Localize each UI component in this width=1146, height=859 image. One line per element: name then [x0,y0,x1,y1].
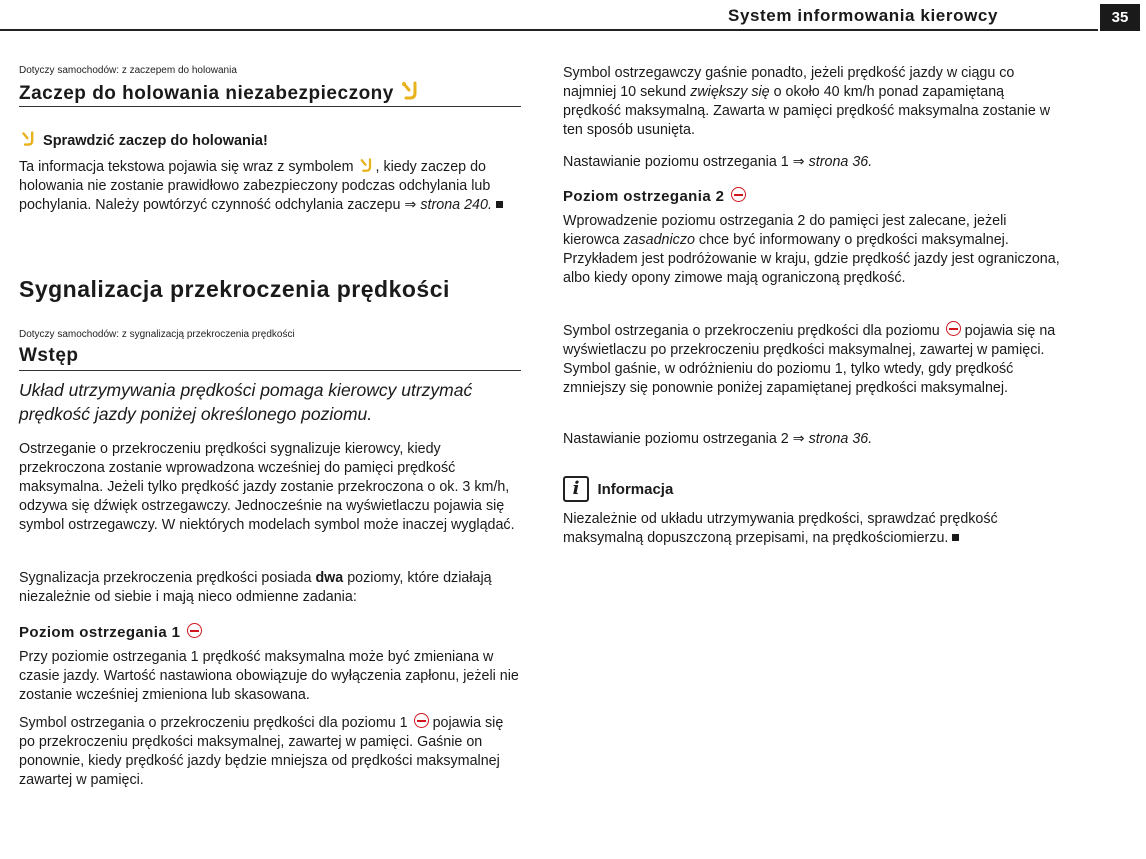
level1-title [19,623,521,641]
level2-title-text: Poziom ostrzegania 2 [563,188,725,205]
p2-bold: dwa [315,570,344,586]
tow-text-a: Ta informacja tekstowa pojawia się wraz z symbolem [19,159,354,175]
rp2-text-a: Nastawianie poziomu ostrzegania 1 ⇒ [563,154,805,170]
header-rule [0,29,1098,31]
end-of-section-icon [496,201,503,208]
applies-to-speed-warning: Dotyczy samochodów: z sygnalizacją przekroczenia prędkości [19,329,295,340]
l2p2-text-a: Symbol ostrzegania o przekroczeniu prędkości dla poziomu [563,323,940,339]
rp1-emphasis: zwiększy się [690,84,770,100]
tow-section-title [19,81,521,107]
tow-page-reference[interactable]: strona 240. [420,197,492,213]
l2p1-text-a: Wprowadzenie poziomu ostrzegania 2 do pamięci jest zalecane, jeżeli kierowca [563,213,1007,248]
end-of-section-icon [952,534,959,541]
intro-lead: Układ utrzymywania prędkości pomaga kierowcy utrzymać prędkość jazdy poniżej określonego poziomu. [19,380,473,424]
tow-section-title-text: Zaczep do holowania niezabezpieczony [19,83,394,104]
rp1-text-a: Symbol ostrzegawczy gaśnie ponadto, jeżeli prędkość jazdy w ciągu co najmniej 10 sekund [563,65,1015,100]
tow-hook-icon [400,81,422,101]
tow-hook-icon [19,131,39,147]
l2p1-emphasis: zasadniczo [623,232,695,248]
l1p2-text-a: Symbol ostrzegania o przekroczeniu prędkości dla poziomu 1 [19,715,408,731]
speed-warning-icon [731,187,746,202]
info-header [563,476,1063,502]
info-paragraph [563,510,1063,548]
l1p2-text-b: pojawia się po przekroczeniu prędkości maksymalnej, zawartej w pamięci. Gaśnie on ponownie, kiedy prędkość jazdy będzie mniejsza od prędkości maksymalnej zawartej w pamięci. [19,715,504,788]
l2p3-text-a: Nastawianie poziomu ostrzegania 2 ⇒ [563,431,805,447]
tow-warning [19,131,521,149]
speed-warning-icon [414,713,429,728]
intro-paragraph-1: Ostrzeganie o przekroczeniu prędkości sygnalizuje kierowcy, kiedy przekroczona zostanie wprowadzona wcześniej do pamięci prędkość maksymalna. Jeżeli tylko prędkość jazdy zostanie przekroczona o ok. 3 km/h, odzywa się dźwięk ostrzegawczy. Jednocześnie na wyświetlaczu pojawia się symbol ostrzegawczy. W niektórych modelach symbol może inaczej wyglądać. [19,441,515,533]
rp1-text-b: o około 40 km/h ponad zapamiętaną prędkość maksymalną. Zawarta w pamięci prędkość maksymalna zostanie w ten sposób usunięta. [563,84,1051,138]
tow-warning-text: Sprawdzić zaczep do holowania! [43,133,268,149]
intro-paragraph-2 [19,569,521,607]
intro-title: Wstęp [19,345,521,371]
tow-paragraph [19,158,521,215]
level2-paragraph-2 [563,321,1063,398]
level1-paragraph-2 [19,713,521,790]
speed-warning-icon [187,623,202,638]
level2-paragraph-3 [563,430,1063,449]
info-icon: i [563,476,589,502]
chapter-title: Sygnalizacja przekroczenia prędkości [19,276,450,302]
p2-text-a: Sygnalizacja przekroczenia prędkości posiada [19,570,312,586]
level2-paragraph-1 [563,212,1063,288]
info-text: Niezależnie od układu utrzymywania prędkości, sprawdzać prędkość maksymalną dopuszczoną przepisami, na prędkościomierzu. [563,511,998,546]
info-title: Informacja [597,480,674,498]
speed-warning-icon [946,321,961,336]
level1-title-text: Poziom ostrzegania 1 [19,624,181,641]
page-number: 35 [1100,4,1140,31]
p2-text-b: poziomy, które działają niezależnie od siebie i mają nieco odmienne zadania: [19,570,492,605]
l2p1-text-b: chce być informowany o prędkości maksymalnej. Przykładem jest podróżowanie w kraju, gdzie prędkość jazdy jest ograniczona, albo kiedy opony zimowe mają ograniczoną prędkość. [563,232,1060,286]
applies-to-towing: Dotyczy samochodów: z zaczepem do holowania [19,65,237,76]
level1-page-reference[interactable]: strona 36. [808,154,873,170]
level2-page-reference[interactable]: strona 36. [808,431,873,447]
right-paragraph-2 [563,153,1063,172]
tow-text-b: , kiedy zaczep do holowania nie zostanie prawidłowo zabezpieczony podczas odchylania lub pochylania. Należy powtórzyć czynność odchylania zaczepu ⇒ [19,159,491,213]
right-paragraph-1 [563,64,1063,140]
tow-hook-icon [358,158,376,173]
l2p2-text-b: pojawia się na wyświetlaczu po przekroczeniu prędkości maksymalnej, zawartej w pamięci. Symbol gaśnie, w odróżnieniu do poziomu 1, tylko wtedy, gdy prędkość zmniejszy się ponownie poniżej zapamiętanej prędkości maksymalnej. [563,323,1056,396]
level2-title [563,187,1063,205]
level1-paragraph-1: Przy poziomie ostrzegania 1 prędkość maksymalna może być zmieniana w czasie jazdy. Wartość nastawiona obowiązuje do wyłączenia zapłonu, jeżeli nie zostanie wcześniej zmieniona lub skasowana. [19,649,519,703]
header-title: System informowania kierowcy [728,6,998,25]
